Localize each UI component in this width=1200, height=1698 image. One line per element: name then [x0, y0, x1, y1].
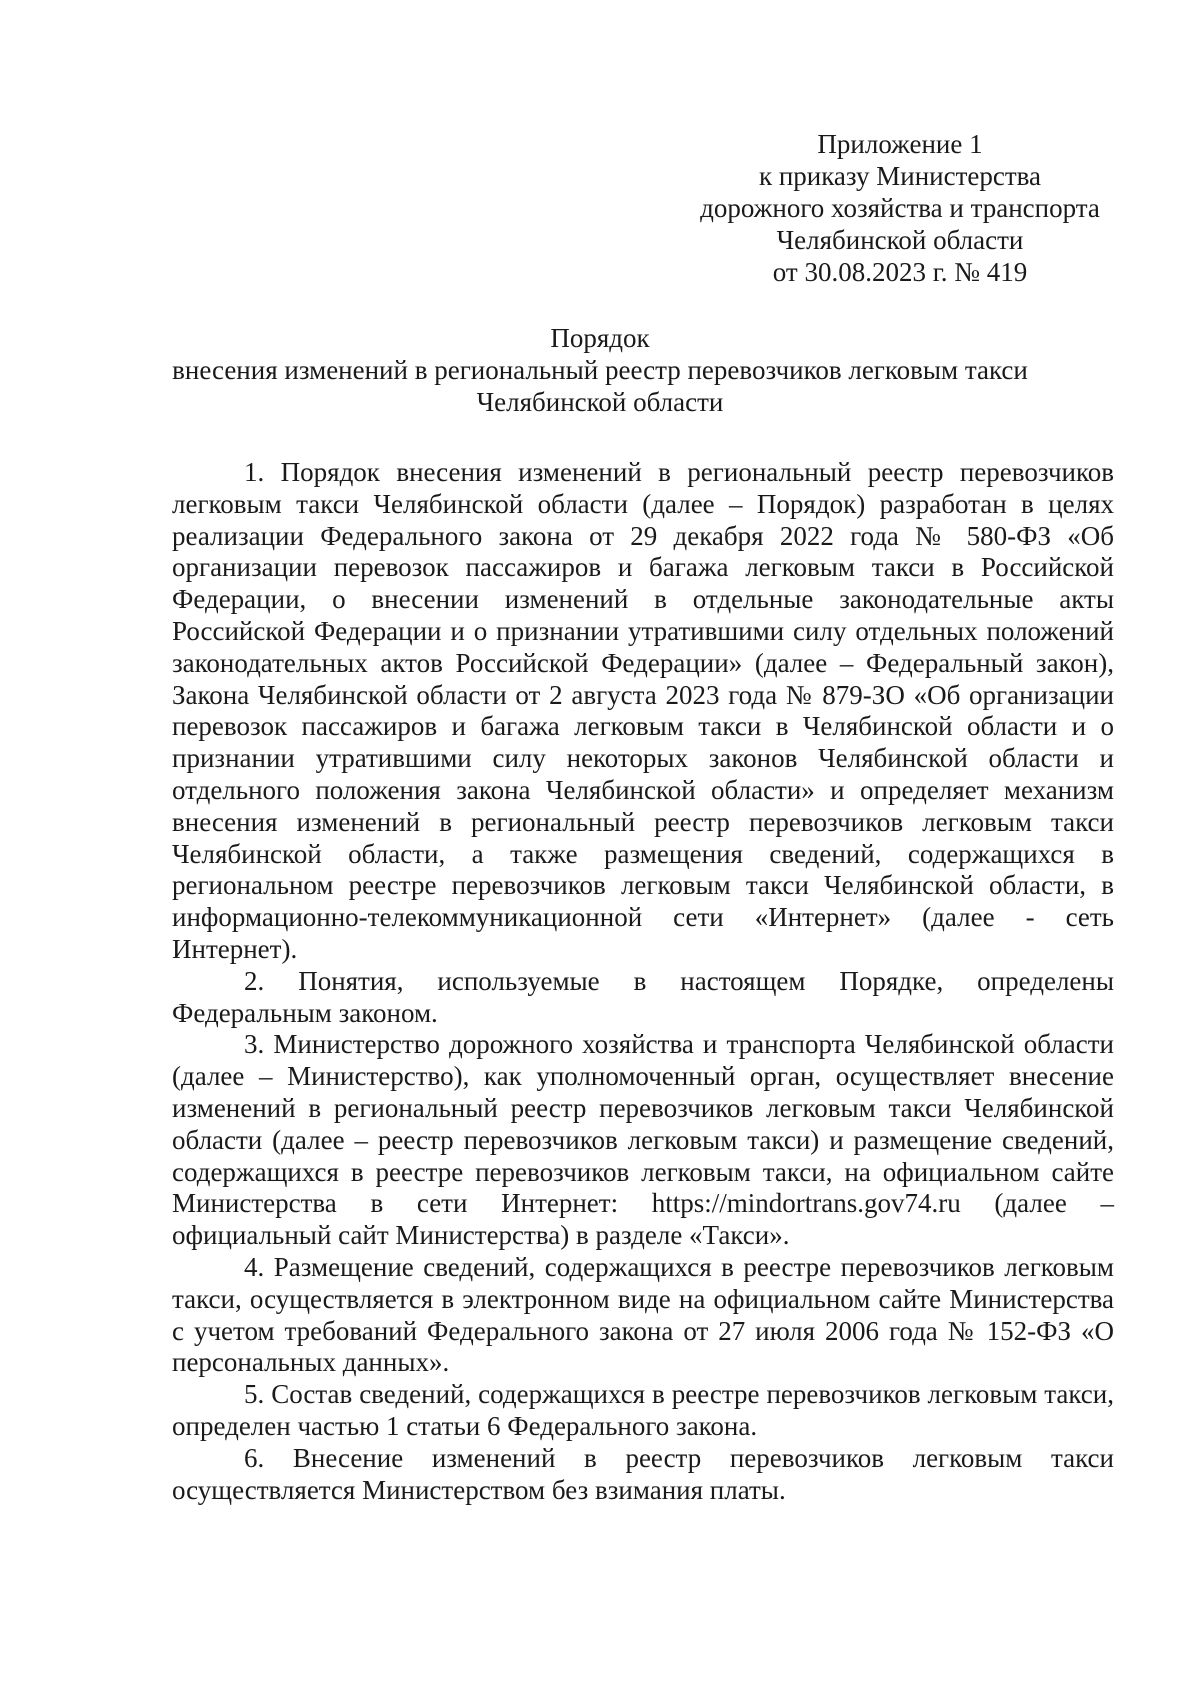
- document-title: [140, 322, 1060, 418]
- title-line: внесения изменений в региональный реестр перевозчиков легковым такси: [172, 355, 1028, 385]
- paragraph-2: 2. Понятия, используемые в настоящем Порядке, определены Федеральным законом.: [172, 965, 1114, 1028]
- document-body: [172, 457, 1114, 1506]
- paragraph-1: 1. Порядок внесения изменений в региональный реестр перевозчиков легковым такси Челябинской области (далее – Порядок) разработан в целях реализации Федерального закона от 29 декабря 2022 года № 580-ФЗ «Об организации перевозок пассажиров и багажа легковым такси в Российской Федерации, о внесении изменений в отдельные законодательные акты Российской Федерации и о признании утратившими силу отдельных положений законодательных актов Российской Федерации» (далее – Федеральный закон), Закона Челябинской области от 2 августа 2023 года № 879-ЗО «Об организации перевозок пассажиров и багажа легковым такси в Челябинской области и о признании утратившими силу некоторых законов Челябинской области и отдельного положения закона Челябинской области» и определяет механизм внесения изменений в региональный реестр перевозчиков легковым такси Челябинской области, а также размещения сведений, содержащихся в региональном реестре перевозчиков легковым такси Челябинской области, в информационно-телекоммуникационной сети «Интернет» (далее - сеть Интернет).: [172, 457, 1114, 964]
- appendix-line: дорожного хозяйства и транспорта: [700, 193, 1100, 223]
- paragraph-4: 4. Размещение сведений, содержащихся в реестре перевозчиков легковым такси, осуществляется в электронном виде на официальном сайте Министерства с учетом требований Федерального закона от 27 июля 2006 года № 152-ФЗ «О персональных данных».: [172, 1251, 1114, 1378]
- paragraph-5: 5. Состав сведений, содержащихся в реестре перевозчиков легковым такси, определен частью 1 статьи 6 Федерального закона.: [172, 1379, 1114, 1441]
- paragraph-6: 6. Внесение изменений в реестр перевозчиков легковым такси осуществляется Министерством без взимания платы.: [172, 1442, 1114, 1505]
- appendix-header: [680, 128, 1120, 288]
- appendix-line: Приложение 1: [817, 129, 983, 159]
- appendix-line: от 30.08.2023 г. № 419: [772, 257, 1028, 287]
- appendix-line: Челябинской области: [776, 225, 1024, 255]
- title-line: Порядок: [550, 323, 650, 353]
- title-line: Челябинской области: [476, 387, 724, 417]
- appendix-line: к приказу Министерства: [758, 161, 1042, 191]
- paragraph-3: 3. Министерство дорожного хозяйства и транспорта Челябинской области (далее – Министерство), как уполномоченный орган, осуществляет внесение изменений в региональный реестр перевозчиков легковым такси Челябинской области (далее – реестр перевозчиков легковым такси) и размещение сведений, содержащихся в реестре перевозчиков легковым такси, на официальном сайте Министерства в сети Интернет: https://mindortrans.gov74.ru (далее – официальный сайт Министерства) в разделе «Такси».: [172, 1029, 1114, 1251]
